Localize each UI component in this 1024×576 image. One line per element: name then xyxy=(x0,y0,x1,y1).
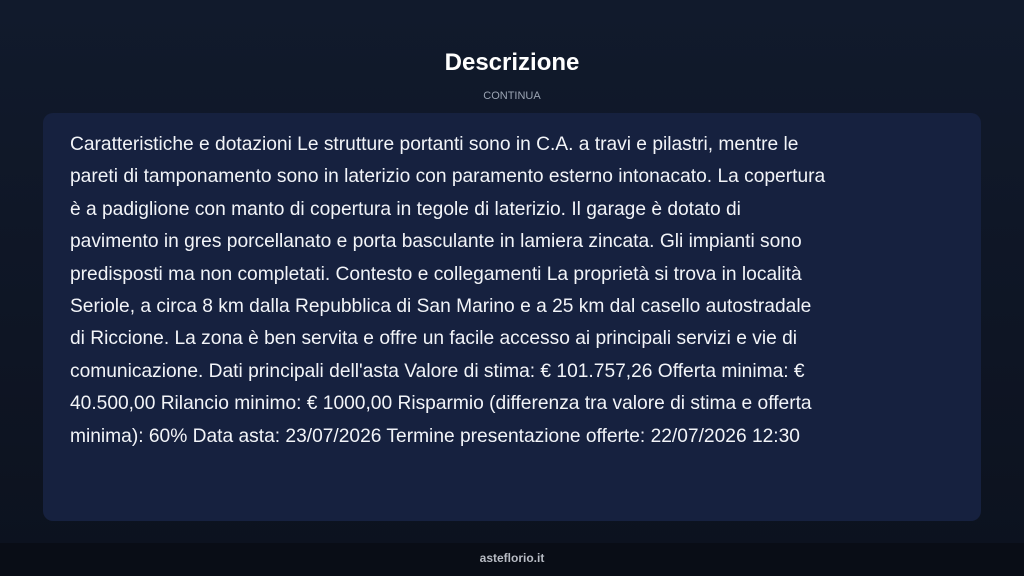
description-line: pareti di tamponamento sono in laterizio con paramento esterno intonacato. La copertura xyxy=(70,166,826,188)
page-title: Descrizione xyxy=(444,49,580,76)
page-subtitle: CONTINUA xyxy=(483,90,541,102)
description-text xyxy=(70,129,970,453)
description-line: predisposti ma non completati. Contesto e collegamenti La proprietà si trova in località xyxy=(70,263,802,285)
description-line: 40.500,00 Rilancio minimo: € 1000,00 Risparmio (differenza tra valore di stima e offerta xyxy=(70,393,812,415)
footer xyxy=(0,543,1024,576)
description-line: comunicazione. Dati principali dell'asta Valore di stima: € 101.757,26 Offerta minima: € xyxy=(70,360,805,382)
description-card xyxy=(43,113,981,521)
description-line: minima): 60% Data asta: 23/07/2026 Termine presentazione offerte: 22/07/2026 12:30 xyxy=(70,425,800,447)
description-line: di Riccione. La zona è ben servita e offre un facile accesso ai principali servizi e vie di xyxy=(70,328,798,350)
description-line: pavimento in gres porcellanato e porta basculante in lamiera zincata. Gli impianti sono xyxy=(70,231,802,253)
footer-site-name: asteflorio.it xyxy=(479,551,545,565)
description-line: Caratteristiche e dotazioni Le strutture portanti sono in C.A. a travi e pilastri, mentre le xyxy=(70,134,799,155)
description-line: Seriole, a circa 8 km dalla Repubblica di San Marino e a 25 km dal casello autostradale xyxy=(70,296,812,318)
description-line: è a padiglione con manto di copertura in tegole di laterizio. Il garage è dotato di xyxy=(70,198,741,220)
